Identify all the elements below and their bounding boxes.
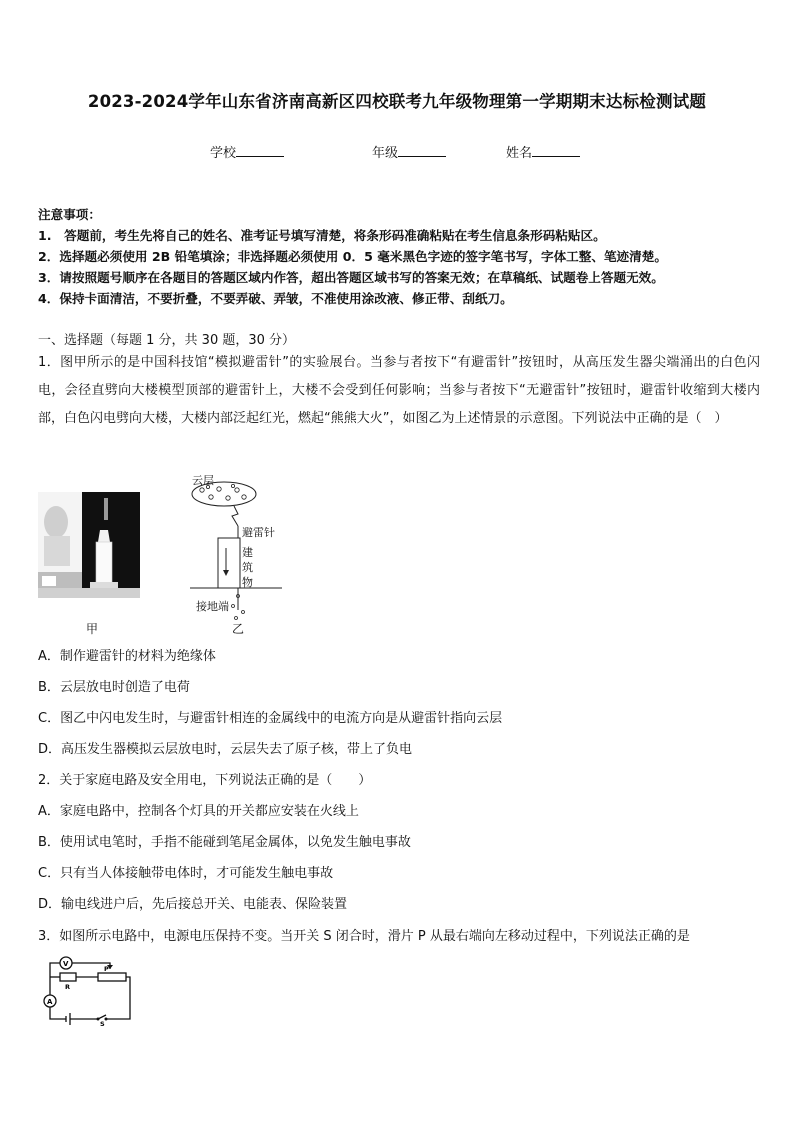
question-3-stem: 3．如图所示电路中，电源电压保持不变。当开关 S 闭合时，滑片 P 从最右端向左移动过程中，下列说法正确的是	[38, 929, 690, 944]
slider-label: P	[104, 965, 109, 973]
name-blank	[532, 144, 580, 157]
resistor-label: R	[65, 983, 71, 991]
q2-option-b: B．使用试电笔时，手指不能碰到笔尾金属体，以免发生触电事故	[38, 835, 411, 850]
building-label-3: 物	[242, 576, 253, 589]
exhibit-photo	[38, 492, 140, 598]
section-heading: 一、选择题（每题 1 分，共 30 题，30 分）	[38, 333, 296, 348]
name-label: 姓名	[506, 146, 533, 161]
notice-item: 2．选择题必须使用 2B 铅笔填涂；非选择题必须使用 0．5 毫米黑色字迹的签字笔书写，字体工整、笔迹清楚。	[38, 249, 667, 264]
school-blank	[236, 144, 284, 157]
page-title: 2023-2024学年山东省济南高新区四校联考九年级物理第一学期期末达标检测试题	[87, 92, 707, 111]
name-field	[506, 142, 580, 161]
q1-option-c: C．图乙中闪电发生时，与避雷针相连的金属线中的电流方向是从避雷针指向云层	[38, 711, 503, 726]
voltmeter-symbol: V	[63, 960, 69, 968]
q2-option-c: C．只有当人体接触带电体时，才可能发生触电事故	[38, 866, 334, 881]
building-label-1: 建	[242, 546, 253, 559]
q1-option-b: B．云层放电时创造了电荷	[38, 680, 190, 695]
circuit-diagram	[40, 955, 135, 1027]
building-label-2: 筑	[242, 561, 253, 574]
q2-option-d: D．输电线进户后，先后接总开关、电能表、保险装置	[38, 897, 348, 912]
ammeter-symbol: A	[47, 998, 53, 1006]
question-2-stem: 2．关于家庭电路及安全用电，下列说法正确的是（ ）	[38, 773, 372, 788]
q2-option-a: A．家庭电路中，控制各个灯具的开关都应安装在火线上	[38, 804, 359, 819]
q1-option-a: A．制作避雷针的材料为绝缘体	[38, 649, 216, 664]
school-field	[210, 142, 284, 161]
cloud-label: 云层	[192, 474, 214, 487]
notice-item: 1. 答题前，考生先将自己的姓名、准考证号填写清楚，将条形码准确粘贴在考生信息条形码粘贴区。	[38, 228, 606, 243]
figure-a-caption: 甲	[86, 622, 99, 636]
rod-label: 避雷针	[242, 526, 275, 539]
question-1-stem: 1．图甲所示的是中国科技馆“模拟避雷针”的实验展台。当参与者按下“有避雷针”按钮时，从高压发生器尖端涌出的白色闪电，会径直劈向大楼模型顶部的避雷针上，大楼不会受到任何影响；当参与者按下“无避雷针”按钮时，避雷针收缩到大楼内部，白色闪电劈向大楼，大楼内部泛起红光，燃起“熊熊大火”，如图乙为上述情景的示意图。下列说法中正确的是（ ）	[38, 355, 760, 426]
notice-heading: 注意事项：	[38, 207, 101, 222]
figure-b-caption: 乙	[232, 622, 245, 636]
ground-label: 接地端	[196, 600, 229, 613]
school-label: 学校	[210, 146, 237, 161]
grade-field	[372, 142, 446, 161]
q1-option-d: D．高压发生器模拟云层放电时，云层失去了原子核，带上了负电	[38, 742, 413, 757]
grade-blank	[398, 144, 446, 157]
notice-item: 4．保持卡面清洁，不要折叠，不要弄破、弄皱，不准使用涂改液、修正带、刮纸刀。	[38, 291, 513, 306]
grade-label: 年级	[372, 146, 399, 161]
switch-label: S	[100, 1020, 105, 1027]
notice-item: 3．请按照题号顺序在各题目的答题区域内作答，超出答题区域书写的答案无效；在草稿纸、试题卷上答题无效。	[38, 270, 664, 285]
